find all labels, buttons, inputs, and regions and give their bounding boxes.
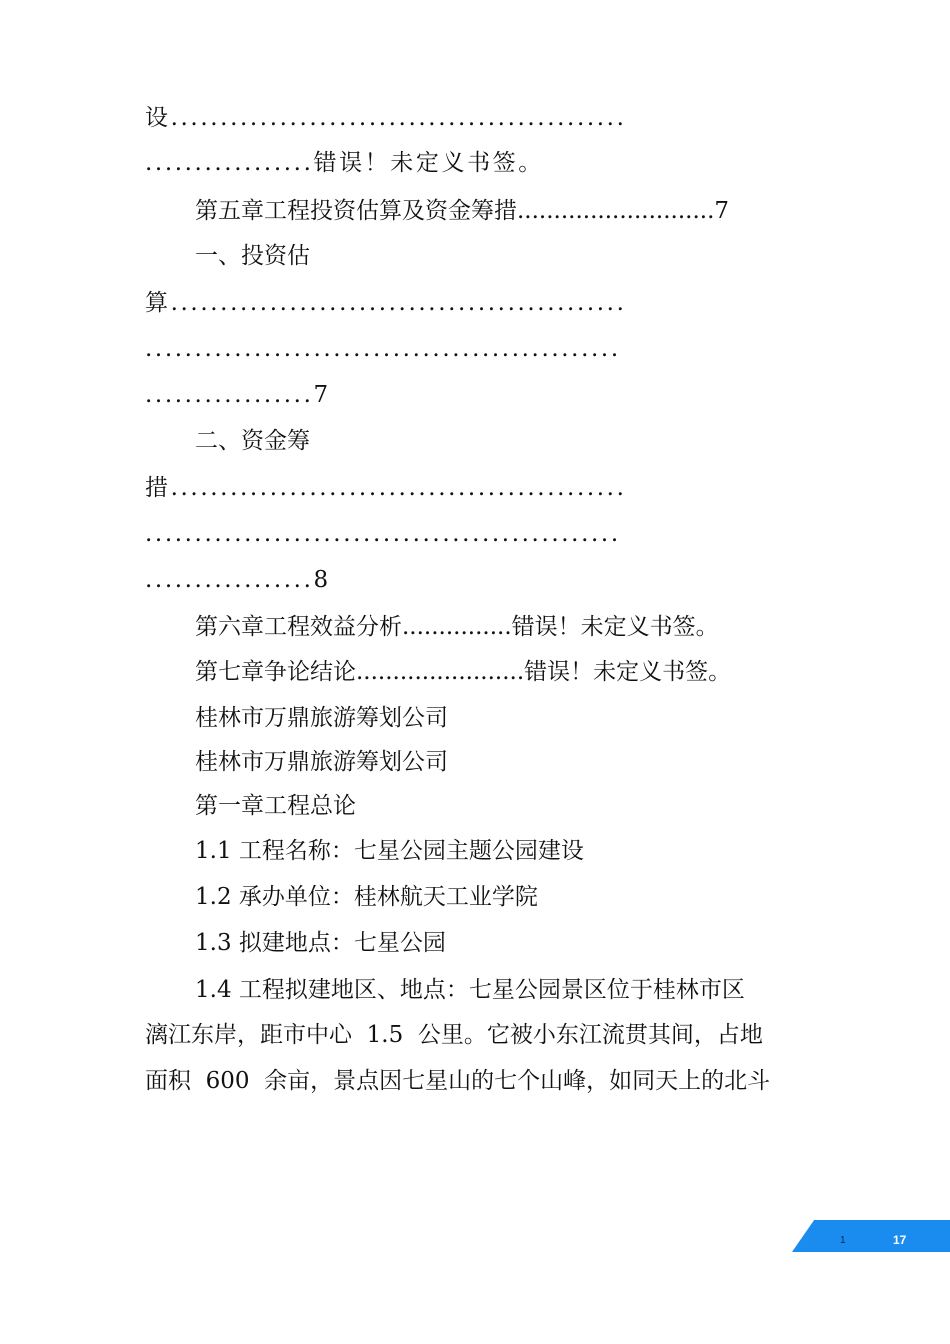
toc-chapter-6[interactable]: 第六章工程效益分析...............错误！未定义书签。 xyxy=(195,614,719,640)
toc-line-1: 设.............................................. xyxy=(145,105,627,131)
toc-chapter-7[interactable]: 第七章争论结论.......................错误！未定义书签。 xyxy=(195,659,732,685)
toc-investment-heading[interactable]: 一、投资估 xyxy=(195,243,310,269)
toc-line-2: .................错误！未定义书签。 xyxy=(145,150,544,176)
toc-investment-line-2: ................................................ xyxy=(145,336,621,362)
company-name-1: 桂林市万鼎旅游筹划公司 xyxy=(195,705,448,731)
toc-funding-line-1: 措.............................................. xyxy=(145,475,627,501)
item-1-1: 1.1 工程名称：七星公园主题公园建设 xyxy=(195,838,584,864)
item-1-2: 1.2 承办单位：桂林航天工业学院 xyxy=(195,884,538,910)
toc-investment-line-1: 算.............................................. xyxy=(145,290,627,316)
toc-investment-line-3: .................7 xyxy=(145,382,331,408)
item-1-4-line-1: 1.4 工程拟建地区、地点：七星公园景区位于桂林市区 xyxy=(195,977,745,1003)
chapter-1-title: 第一章工程总论 xyxy=(195,793,356,819)
toc-funding-heading[interactable]: 二、资金筹 xyxy=(195,428,310,454)
item-1-4-line-3: 面积 600 余亩，景点因七星山的七个山峰，如同天上的北斗 xyxy=(145,1068,771,1094)
page-footer-tab xyxy=(792,1220,950,1252)
company-name-2: 桂林市万鼎旅游筹划公司 xyxy=(195,749,448,775)
item-1-4-line-2: 漓江东岸，距市中心 1.5 公里。它被小东江流贯其间，占地 xyxy=(145,1022,763,1048)
page-number: 1 xyxy=(840,1235,846,1246)
toc-funding-line-2: ................................................ xyxy=(145,521,621,547)
item-1-3: 1.3 拟建地点：七星公园 xyxy=(195,930,446,956)
toc-chapter-5[interactable]: 第五章工程投资估算及资金筹措...........................7 xyxy=(195,198,730,224)
toc-funding-line-3: .................8 xyxy=(145,567,331,593)
page-total: 17 xyxy=(893,1233,907,1247)
